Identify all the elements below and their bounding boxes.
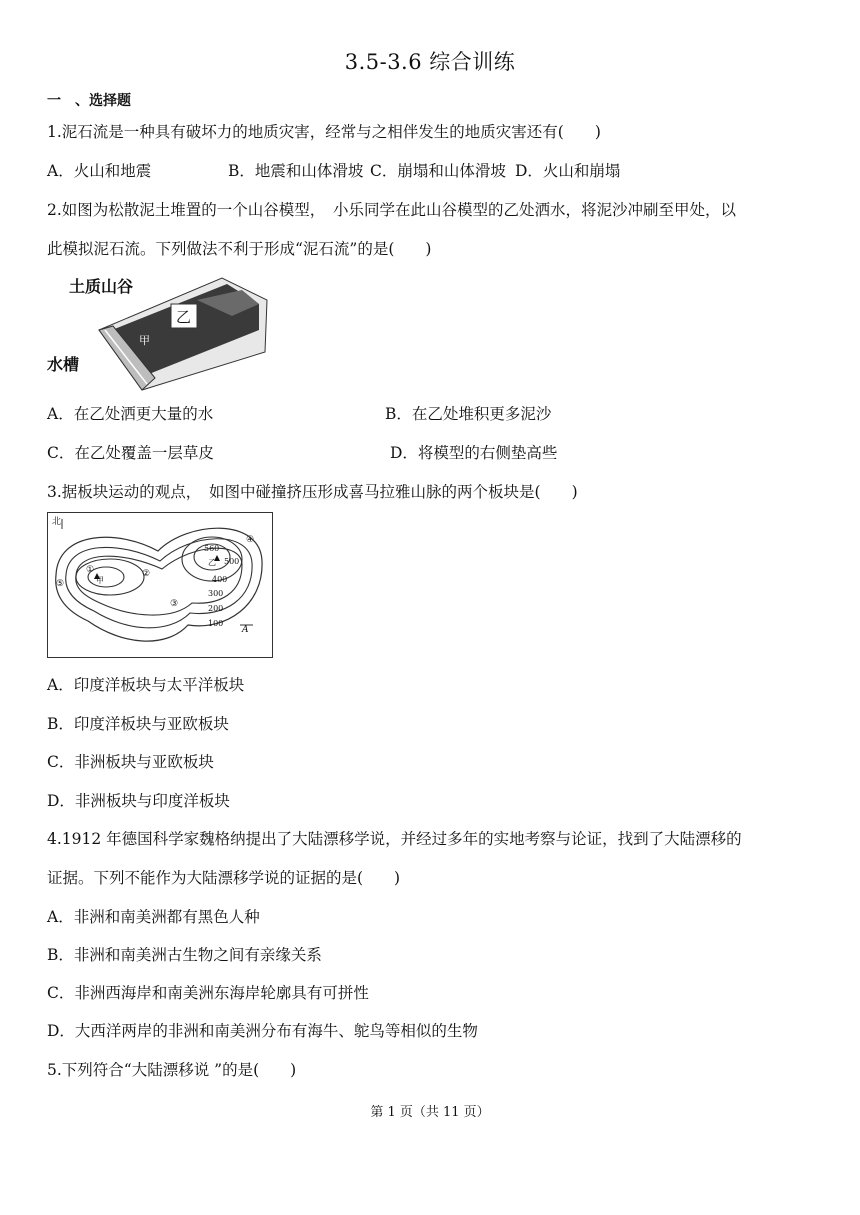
contour-label-300: 300: [208, 589, 224, 598]
label-jia: 甲: [139, 334, 150, 347]
section-heading: 一 、选择题: [47, 93, 131, 109]
q1-option-c: C．崩塌和山体滑坡: [370, 162, 506, 180]
label-soil-valley: 土质山谷: [69, 277, 134, 296]
q2-option-b: B．在乙处堆积更多泥沙: [385, 405, 552, 423]
q1-option-b: B．地震和山体滑坡: [228, 162, 364, 180]
point-1: ①: [86, 565, 95, 575]
question-2-stem-line-1: 2.如图为松散泥土堆置的一个山谷模型， 小乐同学在此山谷模型的乙处洒水，将泥沙冲刷至甲处，以: [47, 201, 737, 219]
q2-option-c: C．在乙处覆盖一层草皮: [47, 444, 214, 462]
q4-option-d: D．大西洋两岸的非洲和南美洲分布有海牛、鸵鸟等相似的生物: [47, 1022, 478, 1040]
page-footer: 第 1 页（共 11 页）: [370, 1105, 490, 1120]
contour-label-100: 100: [208, 619, 224, 628]
q1-option-d: D．火山和崩塌: [515, 162, 621, 180]
contour-label-400: 400: [212, 575, 228, 584]
contour-map-figure: [47, 512, 273, 658]
question-4-stem-line-2: 证据。下列不能作为大陆漂移学说的证据的是( ): [47, 869, 401, 887]
peak-jia-label: 甲: [96, 576, 104, 585]
q1-option-a: A．火山和地震: [47, 162, 152, 180]
q3-option-c: C．非洲板块与亚欧板块: [47, 753, 214, 771]
page-title: 3.5-3.6 综合训练: [344, 50, 516, 74]
question-4-stem-line-1: 4.1912 年德国科学家魏格纳提出了大陆漂移学说，并经过多年的实地考察与论证，找到了大陆漂移的: [47, 830, 742, 848]
point-5: ⑤: [56, 579, 65, 589]
q4-option-c: C．非洲西海岸和南美洲东海岸轮廓具有可拼性: [47, 984, 369, 1002]
point-3: ③: [170, 599, 179, 609]
point-4: ④: [246, 535, 255, 545]
q2-option-a: A．在乙处洒更大量的水: [47, 405, 214, 423]
q2-option-d: D．将模型的右侧垫高些: [390, 444, 558, 462]
point-2: ②: [142, 569, 151, 579]
question-3-stem: 3.据板块运动的观点， 如图中碰撞挤压形成喜马拉雅山脉的两个板块是( ): [47, 483, 578, 501]
arrow-a-label: A: [242, 625, 249, 635]
question-1-stem: 1.泥石流是一种具有破坏力的地质灾害，经常与之相伴发生的地质灾害还有( ): [47, 123, 601, 141]
question-5-stem: 5.下列符合“大陆漂移说 ”的是( ): [47, 1061, 297, 1079]
contour-label-560: 560: [204, 544, 220, 553]
q3-option-d: D．非洲板块与印度洋板块: [47, 792, 230, 810]
peak-yi-label: 乙: [208, 558, 216, 567]
q4-option-b: B．非洲和南美洲古生物之间有亲缘关系: [47, 946, 322, 964]
label-water-trough: 水槽: [47, 355, 80, 374]
q3-option-b: B．印度洋板块与亚欧板块: [47, 715, 229, 733]
valley-model-figure: [47, 270, 273, 392]
q4-option-a: A．非洲和南美洲都有黑色人种: [47, 908, 260, 926]
label-yi: 乙: [176, 308, 192, 326]
question-2-stem-line-2: 此模拟泥石流。下列做法不利于形成“泥石流”的是( ): [47, 240, 432, 258]
contour-label-200: 200: [208, 604, 224, 613]
contour-label-500: 500: [224, 557, 240, 566]
q3-option-a: A．印度洋板块与太平洋板块: [47, 676, 245, 694]
north-label: 北: [52, 517, 62, 527]
